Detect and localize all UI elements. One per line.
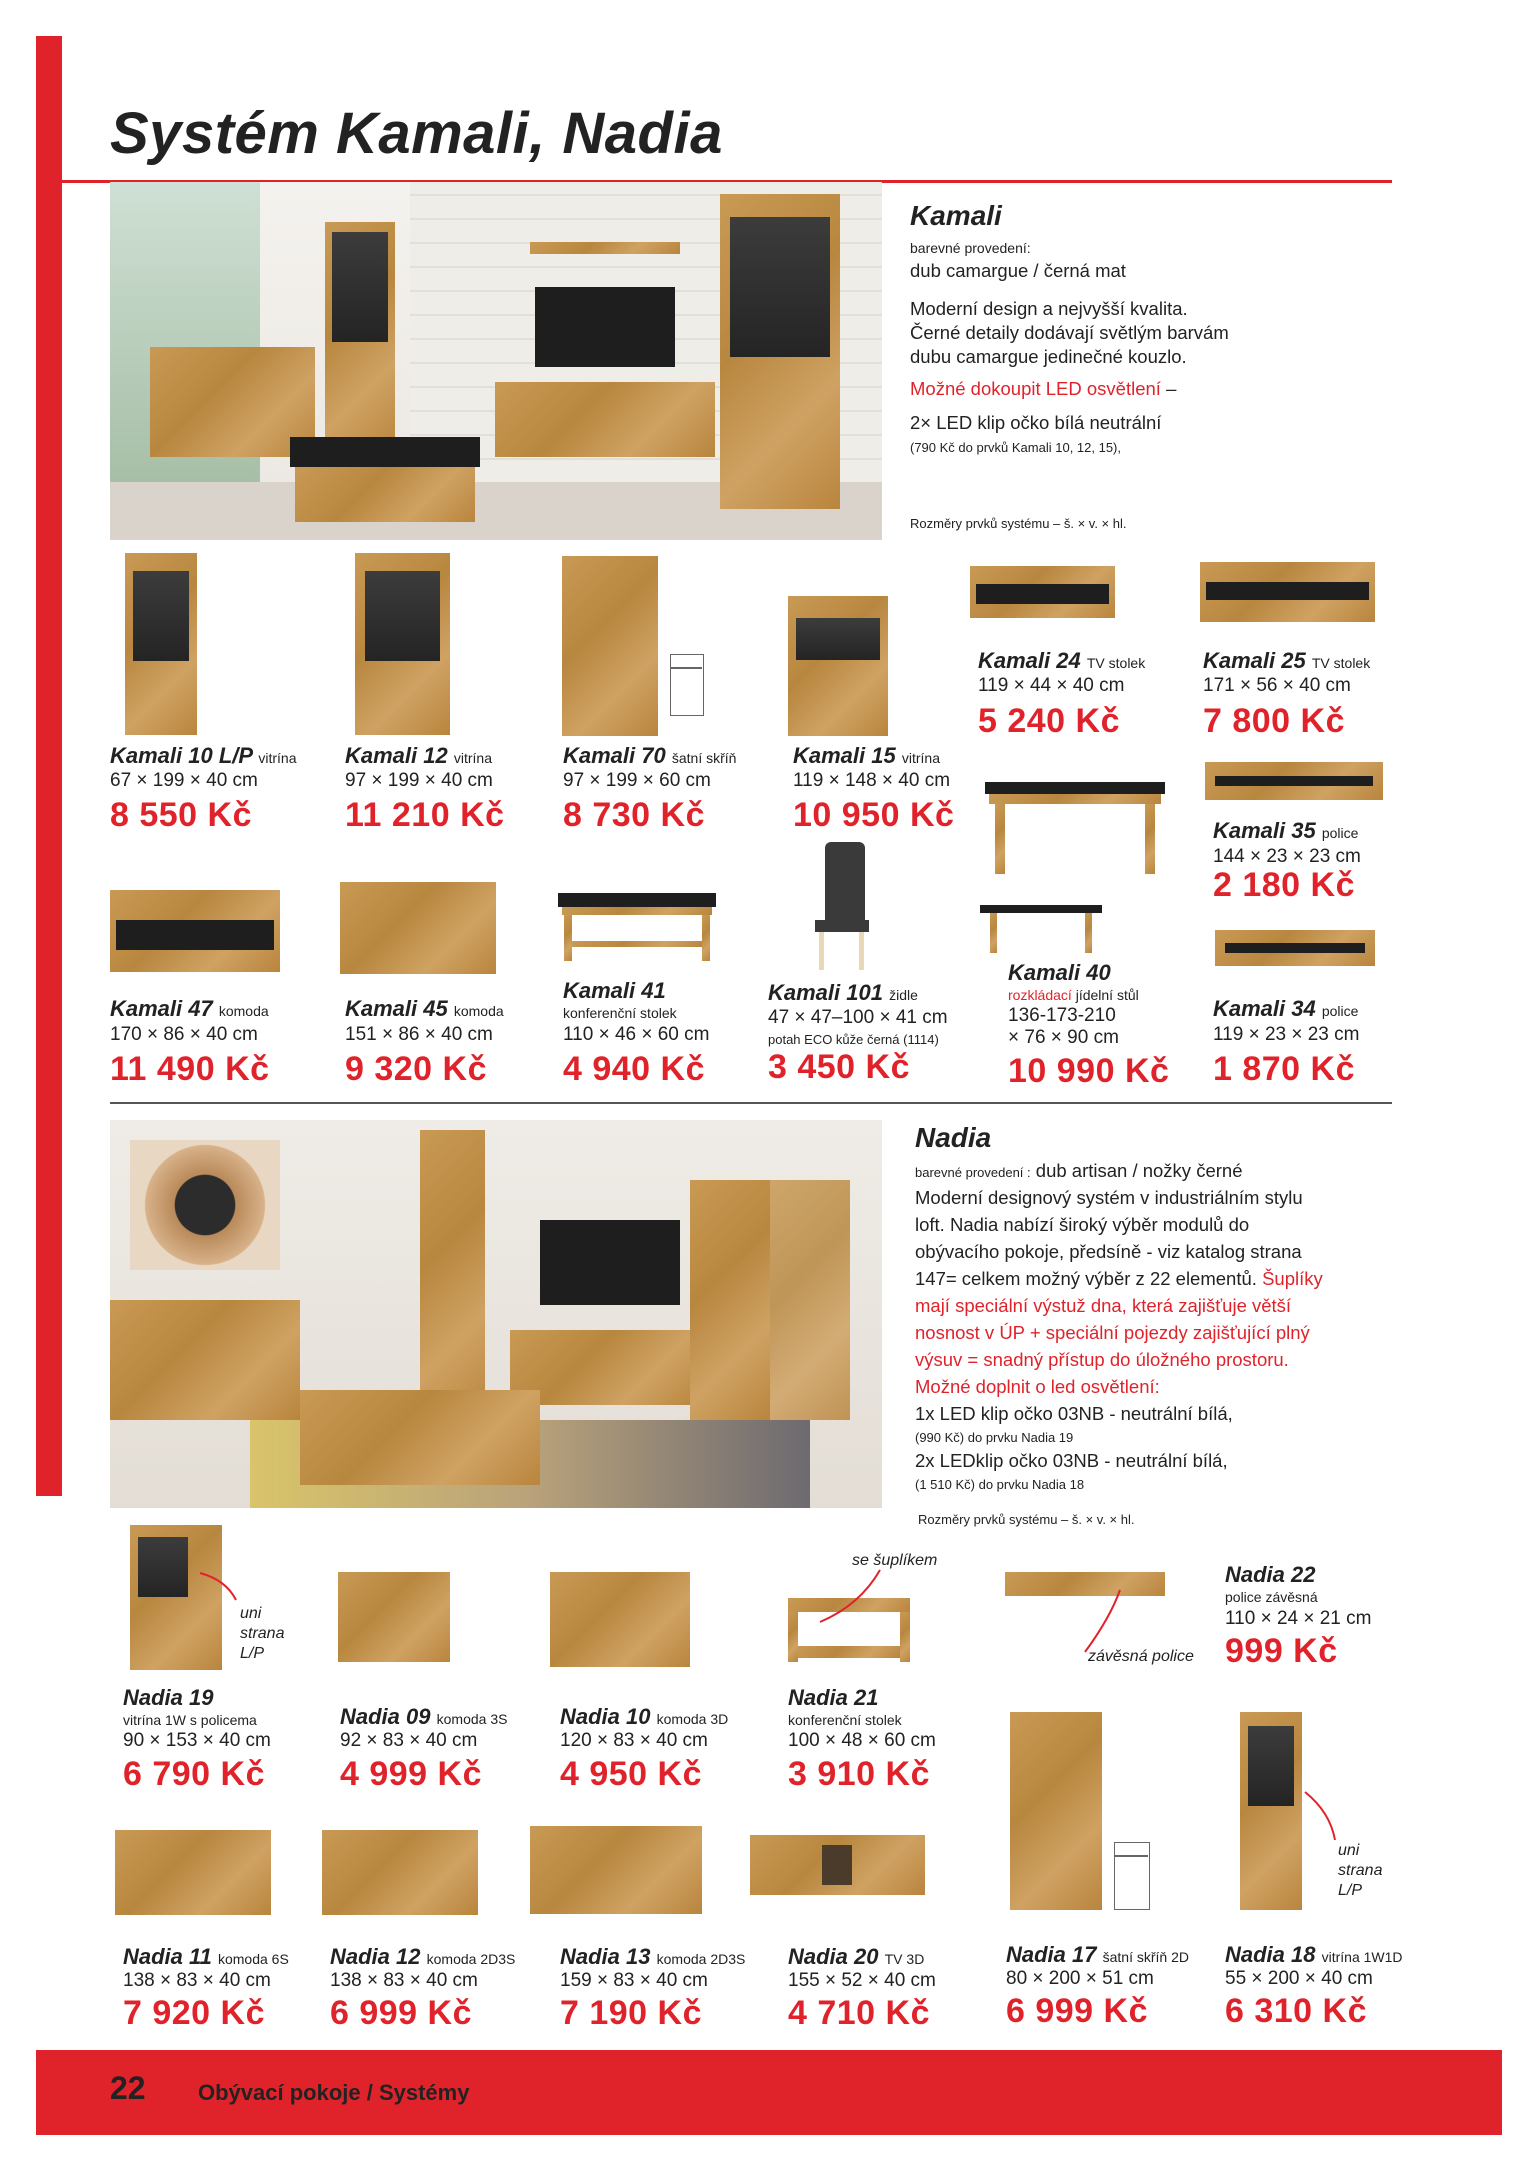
nadia-19-name: Nadia 19 bbox=[123, 1685, 214, 1710]
page-number: 22 bbox=[110, 2070, 146, 2106]
nadia-13-price: 7 190 Kč bbox=[560, 1994, 702, 2032]
nadia-19-lp: L/P bbox=[240, 1645, 265, 1662]
kamali-24-price: 5 240 Kč bbox=[978, 702, 1120, 740]
kamali-desc-3: dubu camargue jedinečné kouzlo. bbox=[910, 346, 1187, 367]
nadia-18-price: 6 310 Kč bbox=[1225, 1992, 1367, 2030]
kamali-34-price: 1 870 Kč bbox=[1213, 1050, 1355, 1088]
nadia-desc-7: výsuv = snadný přístup do úložného prostoru. bbox=[915, 1349, 1289, 1370]
kamali-15-price: 10 950 Kč bbox=[793, 796, 955, 834]
kamali-35-name: Kamali 35 police bbox=[1213, 818, 1359, 843]
kamali-variant-label: barevné provedení: bbox=[910, 240, 1031, 256]
kamali-10-dims: 67 × 199 × 40 cm bbox=[110, 770, 258, 791]
kamali-101-extra: potah ECO kůže černá (1114) bbox=[768, 1032, 939, 1047]
kamali-10-name: Kamali 10 L/P vitrína bbox=[110, 743, 297, 768]
nadia-11-name: Nadia 11 komoda 6S bbox=[123, 1944, 289, 1969]
kamali-101-dims: 47 × 47–100 × 41 cm bbox=[768, 1007, 948, 1028]
nadia-desc-3: obývacího pokoje, předsíně - viz katalog strana bbox=[915, 1241, 1302, 1262]
kamali-47-price: 11 490 Kč bbox=[110, 1050, 270, 1088]
arrow-nadia-21 bbox=[820, 1570, 880, 1622]
nadia-12-name: Nadia 12 komoda 2D3S bbox=[330, 1944, 516, 1969]
kamali-25-price: 7 800 Kč bbox=[1203, 702, 1345, 740]
kamali-70-dims: 97 × 199 × 60 cm bbox=[563, 770, 711, 791]
nadia-desc-9: 1x LED klip očko 03NB - neutrální bílá, bbox=[915, 1403, 1233, 1424]
arrow-nadia-19 bbox=[200, 1573, 236, 1600]
nadia-desc-2: loft. Nadia nabízí široký výběr modulů do bbox=[915, 1214, 1250, 1235]
nadia-12-price: 6 999 Kč bbox=[330, 1994, 472, 2032]
nadia-17-name: Nadia 17 šatní skříň 2D bbox=[1006, 1942, 1189, 1967]
kamali-24-name: Kamali 24 TV stolek bbox=[978, 648, 1146, 673]
kamali-101-price: 3 450 Kč bbox=[768, 1048, 910, 1086]
nadia-19-type: vitrína 1W s policema bbox=[123, 1712, 257, 1728]
kamali-41-name: Kamali 41 bbox=[563, 978, 666, 1003]
kamali-12-price: 11 210 Kč bbox=[345, 796, 505, 834]
nadia-22-wall-label: závěsná police bbox=[1088, 1648, 1194, 1665]
nadia-18-name: Nadia 18 vitrína 1W1D bbox=[1225, 1942, 1403, 1967]
kamali-41-type: konferenční stolek bbox=[563, 1005, 677, 1021]
kamali-45-dims: 151 × 86 × 40 cm bbox=[345, 1024, 493, 1045]
nadia-21-drawer-label: se šuplíkem bbox=[852, 1552, 938, 1569]
nadia-desc-12: (1 510 Kč) do prvku Nadia 18 bbox=[915, 1477, 1085, 1492]
nadia-10-name: Nadia 10 komoda 3D bbox=[560, 1704, 729, 1729]
kamali-40-name: Kamali 40 bbox=[1008, 960, 1111, 985]
kamali-41-price: 4 940 Kč bbox=[563, 1050, 705, 1088]
nadia-10-dims: 120 × 83 × 40 cm bbox=[560, 1730, 708, 1751]
kamali-47-dims: 170 × 86 × 40 cm bbox=[110, 1024, 258, 1045]
nadia-19-strana: strana bbox=[240, 1625, 285, 1642]
footer-section: Obývací pokoje / Systémy bbox=[198, 2080, 470, 2105]
nadia-09-price: 4 999 Kč bbox=[340, 1755, 482, 1793]
nadia-18-uni: uni bbox=[1338, 1842, 1360, 1859]
nadia-21-price: 3 910 Kč bbox=[788, 1755, 930, 1793]
nadia-22-dims: 110 × 24 × 21 cm bbox=[1225, 1608, 1372, 1629]
kamali-45-price: 9 320 Kč bbox=[345, 1050, 487, 1088]
kamali-24-dims: 119 × 44 × 40 cm bbox=[978, 675, 1125, 696]
nadia-22-price: 999 Kč bbox=[1225, 1632, 1338, 1670]
kamali-10-price: 8 550 Kč bbox=[110, 796, 252, 834]
kamali-12-dims: 97 × 199 × 40 cm bbox=[345, 770, 493, 791]
nadia-17-dims: 80 × 200 × 51 cm bbox=[1006, 1968, 1154, 1989]
nadia-09-dims: 92 × 83 × 40 cm bbox=[340, 1730, 478, 1751]
nadia-19-price: 6 790 Kč bbox=[123, 1755, 265, 1793]
nadia-11-dims: 138 × 83 × 40 cm bbox=[123, 1970, 271, 1991]
nadia-21-name: Nadia 21 bbox=[788, 1685, 879, 1710]
arrow-nadia-22 bbox=[1085, 1590, 1120, 1652]
kamali-70-name: Kamali 70 šatní skříň bbox=[563, 743, 737, 768]
kamali-dims-note: Rozměry prvků systému – š. × v. × hl. bbox=[910, 516, 1127, 531]
nadia-variant: barevné provedení : dub artisan / nožky černé bbox=[915, 1160, 1243, 1181]
nadia-desc-5: mají speciální výstuž dna, která zajišťuje větší bbox=[915, 1295, 1292, 1316]
nadia-10-price: 4 950 Kč bbox=[560, 1755, 702, 1793]
nadia-21-type: konferenční stolek bbox=[788, 1712, 902, 1728]
kamali-15-dims: 119 × 148 × 40 cm bbox=[793, 770, 951, 791]
nadia-20-price: 4 710 Kč bbox=[788, 1994, 930, 2032]
kamali-led-note: (790 Kč do prvků Kamali 10, 12, 15), bbox=[910, 440, 1122, 455]
nadia-21-dims: 100 × 48 × 60 cm bbox=[788, 1730, 936, 1751]
kamali-15-name: Kamali 15 vitrína bbox=[793, 743, 940, 768]
kamali-70-price: 8 730 Kč bbox=[563, 796, 705, 834]
nadia-11-price: 7 920 Kč bbox=[123, 1994, 265, 2032]
kamali-25-dims: 171 × 56 × 40 cm bbox=[1203, 675, 1351, 696]
arrow-nadia-18 bbox=[1305, 1792, 1335, 1840]
nadia-20-dims: 155 × 52 × 40 cm bbox=[788, 1970, 936, 1991]
nadia-18-lp: L/P bbox=[1338, 1882, 1363, 1899]
nadia-19-dims: 90 × 153 × 40 cm bbox=[123, 1730, 271, 1751]
kamali-45-name: Kamali 45 komoda bbox=[345, 996, 504, 1021]
kamali-35-dims: 144 × 23 × 23 cm bbox=[1213, 846, 1361, 867]
kamali-desc-1: Moderní design a nejvyšší kvalita. bbox=[910, 298, 1188, 319]
kamali-40-dims-2: × 76 × 90 cm bbox=[1008, 1027, 1119, 1048]
kamali-101-name: Kamali 101 židle bbox=[768, 980, 918, 1005]
kamali-41-dims: 110 × 46 × 60 cm bbox=[563, 1024, 710, 1045]
nadia-desc-10: (990 Kč) do prvku Nadia 19 bbox=[915, 1430, 1074, 1445]
nadia-18-strana: strana bbox=[1338, 1862, 1383, 1879]
kamali-25-name: Kamali 25 TV stolek bbox=[1203, 648, 1371, 673]
nadia-12-dims: 138 × 83 × 40 cm bbox=[330, 1970, 478, 1991]
kamali-desc-2: Černé detaily dodávají světlým barvám bbox=[910, 322, 1229, 343]
nadia-desc-11: 2x LEDklip očko 03NB - neutrální bílá, bbox=[915, 1450, 1228, 1471]
kamali-variant: dub camargue / černá mat bbox=[910, 260, 1126, 281]
nadia-13-dims: 159 × 83 × 40 cm bbox=[560, 1970, 708, 1991]
nadia-desc-4: 147= celkem možný výběr z 22 elementů. Šuplíky bbox=[915, 1268, 1323, 1289]
kamali-47-name: Kamali 47 komoda bbox=[110, 996, 269, 1021]
nadia-09-name: Nadia 09 komoda 3S bbox=[340, 1704, 508, 1729]
kamali-40-type: rozkládací jídelní stůl bbox=[1008, 987, 1139, 1003]
nadia-17-price: 6 999 Kč bbox=[1006, 1992, 1148, 2030]
nadia-desc-8: Možné doplnit o led osvětlení: bbox=[915, 1376, 1160, 1397]
nadia-18-dims: 55 × 200 × 40 cm bbox=[1225, 1968, 1373, 1989]
kamali-12-name: Kamali 12 vitrína bbox=[345, 743, 492, 768]
kamali-40-dims-1: 136-173-210 bbox=[1008, 1005, 1116, 1026]
nadia-20-name: Nadia 20 TV 3D bbox=[788, 1944, 925, 1969]
kamali-34-dims: 119 × 23 × 23 cm bbox=[1213, 1024, 1360, 1045]
kamali-35-price: 2 180 Kč bbox=[1213, 866, 1355, 904]
kamali-40-price: 10 990 Kč bbox=[1008, 1052, 1170, 1090]
kamali-34-name: Kamali 34 police bbox=[1213, 996, 1359, 1021]
nadia-19-uni: uni bbox=[240, 1605, 262, 1622]
nadia-heading: Nadia bbox=[915, 1122, 992, 1153]
page-title: Systém Kamali, Nadia bbox=[110, 101, 723, 166]
kamali-led-offer: Možné dokoupit LED osvětlení – bbox=[910, 378, 1177, 399]
nadia-dims-note: Rozměry prvků systému – š. × v. × hl. bbox=[918, 1512, 1135, 1527]
nadia-22-name: Nadia 22 bbox=[1225, 1562, 1316, 1587]
nadia-desc-6: nosnost v ÚP + speciální pojezdy zajišťující plný bbox=[915, 1322, 1310, 1343]
kamali-heading: Kamali bbox=[910, 200, 1002, 231]
kamali-led-clip: 2× LED klip očko bílá neutrální bbox=[910, 412, 1162, 433]
nadia-desc-1: Moderní designový systém v industriálním stylu bbox=[915, 1187, 1303, 1208]
nadia-13-name: Nadia 13 komoda 2D3S bbox=[560, 1944, 746, 1969]
page-footer bbox=[36, 2050, 1502, 2135]
nadia-22-type: police závěsná bbox=[1225, 1589, 1318, 1605]
